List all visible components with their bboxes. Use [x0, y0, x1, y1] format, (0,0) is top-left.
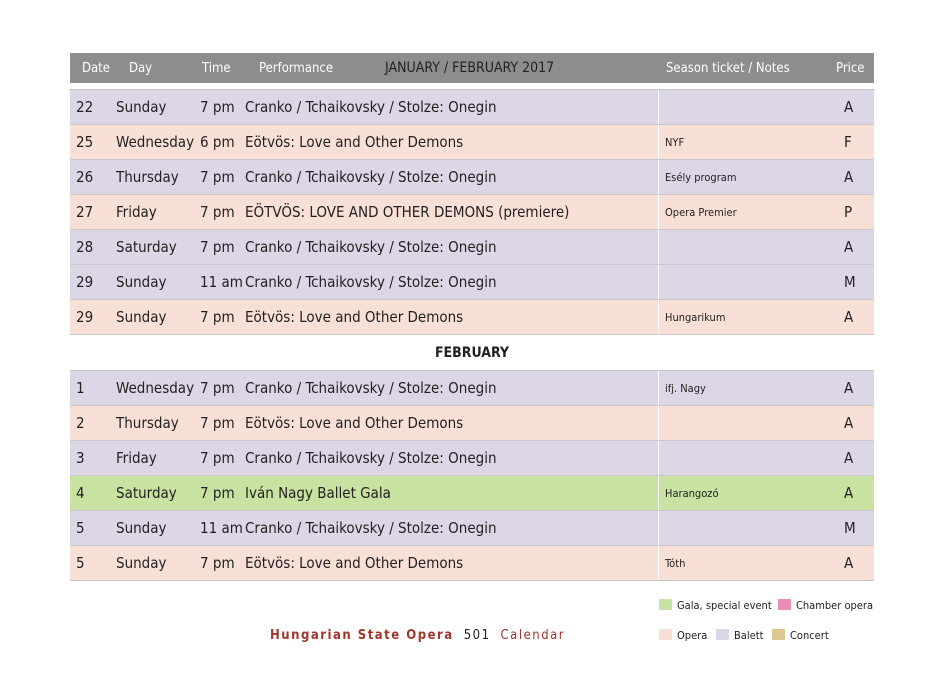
- row-price: A: [844, 238, 854, 256]
- table-row: [70, 440, 874, 475]
- row-performance: Eötvös: Love and Other Demons: [245, 554, 464, 572]
- table-row: [70, 159, 874, 194]
- row-price: A: [844, 484, 854, 502]
- row-price: P: [844, 203, 853, 221]
- legend-swatch: [659, 599, 672, 610]
- row-performance: EÖTVÖS: LOVE AND OTHER DEMONS (premiere): [245, 203, 570, 221]
- table-row: [70, 475, 874, 510]
- row-date: 4: [76, 484, 85, 502]
- row-price: A: [844, 414, 854, 432]
- table-row: [70, 510, 874, 545]
- row-day: Saturday: [116, 484, 177, 502]
- row-day: Sunday: [116, 519, 167, 537]
- row-day: Thursday: [116, 414, 179, 432]
- legend-chamber: Chamber opera: [778, 599, 873, 612]
- row-performance: Cranko / Tchaikovsky / Stolze: Onegin: [245, 238, 497, 256]
- row-performance: Eötvös: Love and Other Demons: [245, 414, 464, 432]
- row-time: 7 pm: [200, 308, 235, 326]
- february-rows: [70, 370, 874, 580]
- row-price: A: [844, 379, 854, 397]
- table-row: [70, 89, 874, 124]
- header-date: Date: [82, 61, 110, 76]
- row-time: 7 pm: [200, 449, 235, 467]
- table-row: [70, 229, 874, 264]
- row-date: 25: [76, 133, 94, 151]
- row-price: M: [844, 273, 856, 291]
- row-time: 7 pm: [200, 484, 235, 502]
- row-performance: Cranko / Tchaikovsky / Stolze: Onegin: [245, 168, 497, 186]
- row-date: 3: [76, 449, 85, 467]
- month-heading: FEBRUARY: [70, 334, 874, 370]
- row-date: 2: [76, 414, 85, 432]
- row-time: 11 am: [200, 519, 243, 537]
- row-day: Sunday: [116, 554, 167, 572]
- january-rows: [70, 89, 874, 334]
- row-day: Wednesday: [116, 379, 195, 397]
- row-note: Tóth: [665, 556, 686, 570]
- row-performance: Cranko / Tchaikovsky / Stolze: Onegin: [245, 98, 497, 116]
- row-performance: Cranko / Tchaikovsky / Stolze: Onegin: [245, 273, 497, 291]
- row-time: 11 am: [200, 273, 243, 291]
- row-date: 1: [76, 379, 85, 397]
- row-performance: Cranko / Tchaikovsky / Stolze: Onegin: [245, 519, 497, 537]
- legend-swatch: [716, 629, 729, 640]
- row-time: 7 pm: [200, 379, 235, 397]
- row-price: A: [844, 168, 854, 186]
- table-header: [70, 53, 874, 83]
- row-date: 26: [76, 168, 94, 186]
- row-time: 6 pm: [200, 133, 235, 151]
- row-note: Esély program: [665, 170, 737, 184]
- page-footer: [270, 628, 565, 643]
- calendar-table: [70, 53, 874, 581]
- row-performance: Cranko / Tchaikovsky / Stolze: Onegin: [245, 379, 497, 397]
- header-performance: Performance: [259, 61, 334, 76]
- table-row: [70, 124, 874, 159]
- row-price: A: [844, 554, 854, 572]
- row-day: Saturday: [116, 238, 177, 256]
- table-row: [70, 264, 874, 299]
- row-day: Sunday: [116, 308, 167, 326]
- row-performance: Eötvös: Love and Other Demons: [245, 133, 464, 151]
- row-date: 22: [76, 98, 94, 116]
- row-date: 28: [76, 238, 94, 256]
- row-date: 5: [76, 519, 85, 537]
- row-performance: Eötvös: Love and Other Demons: [245, 308, 464, 326]
- row-price: F: [844, 133, 852, 151]
- row-date: 5: [76, 554, 85, 572]
- row-day: Friday: [116, 449, 157, 467]
- table-row: [70, 545, 874, 580]
- row-time: 7 pm: [200, 203, 235, 221]
- legend-concert: Concert: [772, 629, 829, 642]
- legend-gala: Gala, special event: [659, 599, 772, 612]
- header-day: Day: [129, 61, 153, 76]
- row-note: Opera Premier: [665, 205, 737, 219]
- row-performance: Cranko / Tchaikovsky / Stolze: Onegin: [245, 449, 497, 467]
- row-day: Sunday: [116, 98, 167, 116]
- row-date: 29: [76, 308, 94, 326]
- row-day: Sunday: [116, 273, 167, 291]
- header-title: JANUARY / FEBRUARY 2017: [385, 60, 555, 76]
- footer-section: Calendar: [500, 628, 566, 643]
- row-price: M: [844, 519, 856, 537]
- legend-swatch: [778, 599, 791, 610]
- row-note: NYF: [665, 135, 685, 149]
- row-price: A: [844, 308, 854, 326]
- row-note: ifj. Nagy: [665, 381, 706, 395]
- header-time: Time: [202, 61, 231, 76]
- legend-balett: Balett: [716, 629, 763, 642]
- row-date: 29: [76, 273, 94, 291]
- row-day: Thursday: [116, 168, 179, 186]
- page-number: 501: [463, 628, 491, 643]
- table-row: [70, 299, 874, 334]
- row-day: Friday: [116, 203, 157, 221]
- row-performance: Iván Nagy Ballet Gala: [245, 484, 391, 502]
- header-price: Price: [836, 61, 865, 76]
- row-price: A: [844, 98, 854, 116]
- row-time: 7 pm: [200, 238, 235, 256]
- row-time: 7 pm: [200, 98, 235, 116]
- row-price: A: [844, 449, 854, 467]
- table-row: [70, 194, 874, 229]
- table-row: [70, 370, 874, 405]
- row-date: 27: [76, 203, 94, 221]
- footer-name: Hungarian State Opera: [270, 628, 454, 643]
- row-day: Wednesday: [116, 133, 195, 151]
- row-time: 7 pm: [200, 554, 235, 572]
- legend-swatch: [659, 629, 672, 640]
- row-note: Harangozó: [665, 486, 719, 500]
- row-note: Hungarikum: [665, 310, 726, 324]
- legend-opera: Opera: [659, 629, 707, 642]
- row-time: 7 pm: [200, 414, 235, 432]
- row-time: 7 pm: [200, 168, 235, 186]
- header-notes: Season ticket / Notes: [666, 61, 790, 76]
- table-row: [70, 405, 874, 440]
- legend-swatch: [772, 629, 785, 640]
